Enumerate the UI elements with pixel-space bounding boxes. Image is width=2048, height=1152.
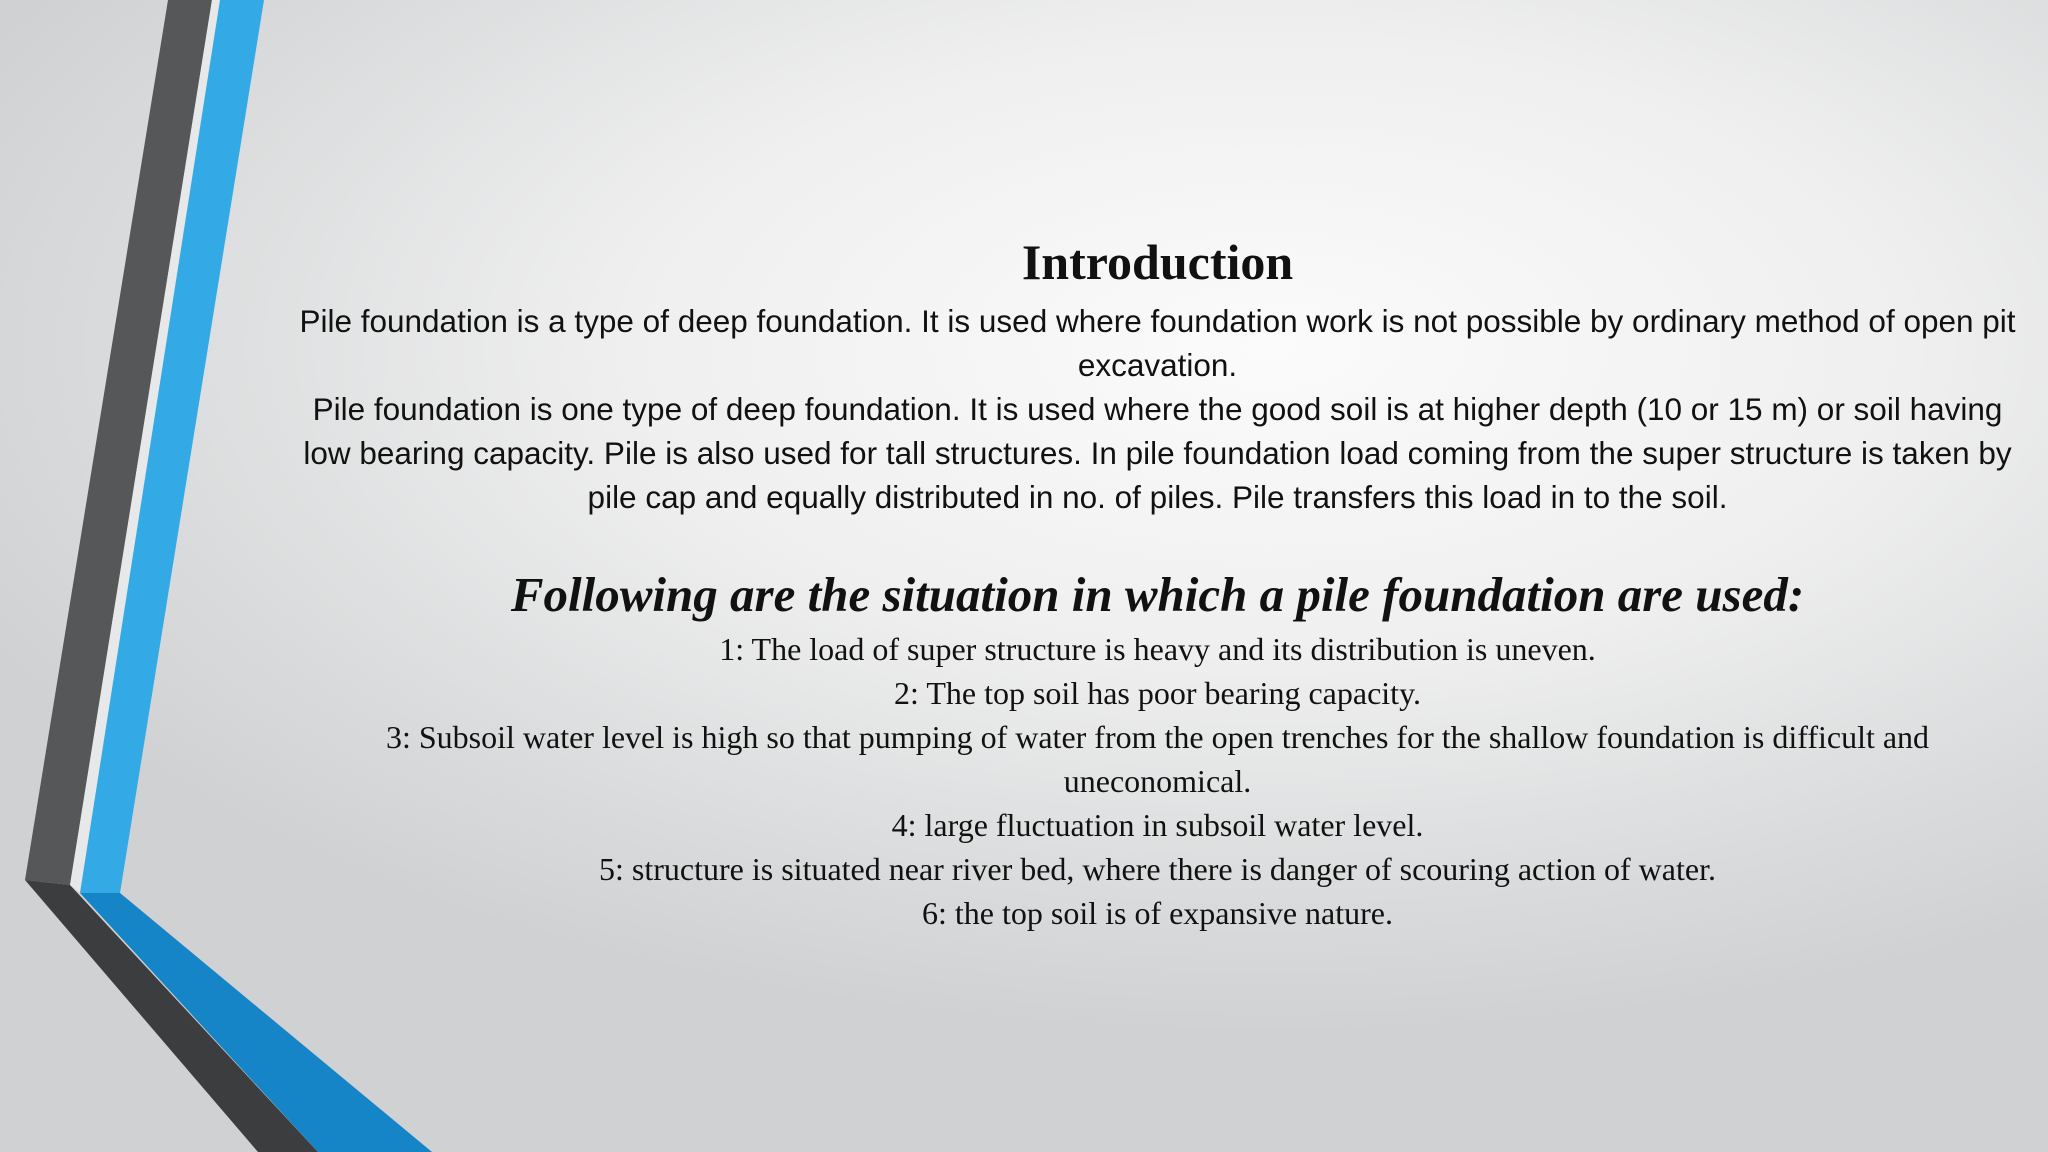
light-gap-stripe [70, 0, 220, 893]
list-item: 4: large fluctuation in subsoil water level. [891, 807, 1424, 843]
list-item: 5: structure is situated near river bed, where there is danger of scouring action of water. [599, 851, 1716, 887]
slide-title: Introduction [1021, 234, 1294, 290]
dark-stripe-lower [25, 880, 318, 1152]
list-item: 2: The top soil has poor bearing capacity. [894, 675, 1421, 711]
list-item: 6: the top soil is of expansive nature. [921, 895, 1393, 931]
intro-paragraph-1: Pile foundation is a type of deep foundation. It is used where foundation work is not possible by ordinary method of open pit excavation. [299, 303, 2016, 383]
section-spacer [290, 519, 2025, 563]
list-item: 1: The load of super structure is heavy and its distribution is uneven. [719, 631, 1596, 667]
situations-list [290, 627, 2025, 935]
dark-stripe-upper [25, 0, 212, 885]
list-item: 3: Subsoil water level is high so that pumping of water from the open trenches for the shallow foundation is difficult and uneconomical. [385, 719, 1930, 799]
slide-content [290, 225, 2025, 935]
intro-paragraph-2: Pile foundation is one type of deep foundation. It is used where the good soil is at higher depth (10 or 15 m) or soil having low bearing capacity. Pile is also used for tall structures. In pile foundation load coming from the super structure is taken by pile cap and equally distributed in no. of piles. Pile transfers this load in to the soil. [303, 391, 2012, 515]
blue-stripe-upper [80, 0, 264, 893]
situations-heading: Following are the situation in which a pile foundation are used: [510, 567, 1805, 622]
